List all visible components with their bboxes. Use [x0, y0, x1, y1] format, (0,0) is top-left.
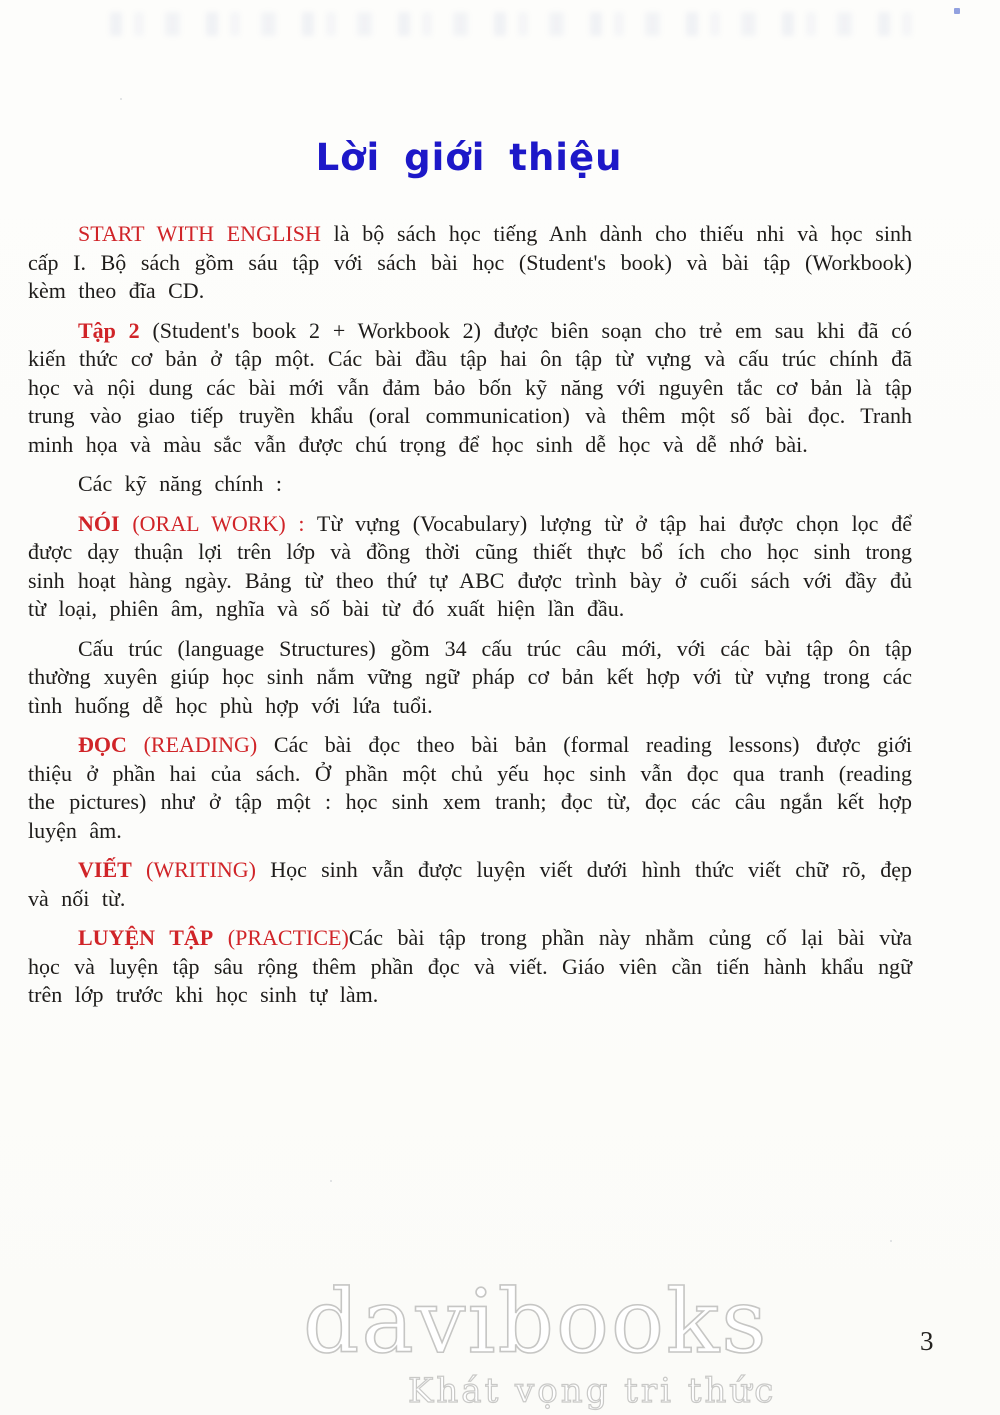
paragraph-start-with-english: [28, 220, 912, 306]
paragraph-luyen-tap-practice: [28, 924, 912, 1010]
skill-label-luyen-tap: LUYỆN TẬP: [78, 925, 214, 950]
watermark-slogan: Khát vọng tri thức: [408, 1371, 777, 1411]
page-title: Lời giới thiệu: [315, 136, 623, 179]
series-name: START WITH ENGLISH: [78, 221, 321, 246]
skill-label-viet-en: (WRITING): [131, 857, 271, 882]
paragraph-noi-oral-work: [28, 510, 912, 624]
paragraph-text: Cấu trúc (language Structures) gồm 34 cấu trúc câu mới, với các bài tập ôn tập thường xuyên giúp học sinh nắm vững ngữ pháp cơ bản kết hợp với từ vựng trong các tình huống dễ học phù hợp với lứa tuổi.: [28, 635, 912, 718]
paragraph-text: Các bài đọc theo bài bản (formal reading lessons) được giới thiệu ở phần hai của sách. Ở phần một chủ yếu học sinh vẫn đọc qua tranh (reading the pictures) như ở tập một : học sinh xem tranh; đọc từ, đọc các câu ngắn kết hợp luyện âm.: [28, 732, 912, 843]
skill-label-luyen-tap-en: (PRACTICE): [213, 925, 349, 950]
heading-text: Các kỹ năng chính :: [78, 471, 282, 496]
scan-ink-dot: [954, 8, 960, 14]
paragraph-doc-reading: [28, 731, 912, 845]
paragraph-text: là bộ sách học tiếng Anh dành cho thiếu nhi và học sinh cấp I. Bộ sách gồm sáu tập với sách bài học (Student's book) và bài tập (Workbook) kèm theo đĩa CD.: [28, 221, 912, 303]
skill-label-doc: ĐỌC: [78, 732, 127, 757]
intro-text-block: [28, 220, 912, 1021]
paragraph-text: (Student's book 2 + Workbook 2) được biên soạn cho trẻ em sau khi đã có kiến thức cơ bản ở tập một. Các bài đầu tập hai ôn tập từ vựng và cấu trúc chính đã học và nội dung các bài mới vẫn đảm bảo bốn kỹ năng với nguyên tắc cơ bản là tập trung vào giao tiếp truyền khẩu (oral communication) và thêm một số bài đọc. Tranh minh họa và màu sắc vẫn được chú trọng để học sinh dễ học và dễ nhớ bài.: [28, 317, 912, 457]
paragraph-cau-truc: [28, 635, 912, 721]
paragraph-text: Các bài tập trong phần này nhằm củng cố lại bài vừa học và luyện tập sâu rộng thêm phần đọc và viết. Giáo viên cần tiến hành khẩu ngữ trên lớp trước khi học sinh tự làm.: [28, 925, 912, 1007]
paragraph-text: Học sinh vẫn được luyện viết dưới hình thức viết chữ rõ, đẹp và nối từ.: [28, 857, 912, 911]
page-number: 3: [920, 1326, 934, 1356]
volume-label: Tập 2: [78, 317, 140, 343]
paragraph-text: Từ vựng (Vocabulary) lượng từ ở tập hai được chọn lọc để được dạy thuận lợi trên lớp và đồng thời cũng thiết thực bổ ích cho học sinh trong sinh hoạt hàng ngày. Bảng từ theo thứ tự ABC được trình bày ở cuối sách với đầy đủ từ loại, phiên âm, nghĩa và số bài từ đó xuất hiện lần đầu.: [28, 510, 912, 621]
scan-bleed-artifact: [110, 12, 930, 36]
scan-speck: [740, 660, 742, 662]
skill-label-noi-en: (ORAL WORK) :: [119, 510, 317, 536]
paragraph-viet-writing: [28, 856, 912, 913]
watermark-brand: davibooks: [303, 1270, 769, 1373]
skill-label-noi: NÓI: [78, 510, 120, 536]
skill-label-viet: VIẾT: [78, 857, 132, 882]
scan-speck: [890, 1240, 892, 1242]
paragraph-tap-2: [28, 317, 912, 460]
heading-main-skills: [28, 470, 912, 499]
scan-speck: [120, 98, 122, 100]
scan-speck: [330, 1180, 332, 1182]
skill-label-doc-en: (READING): [126, 732, 274, 757]
